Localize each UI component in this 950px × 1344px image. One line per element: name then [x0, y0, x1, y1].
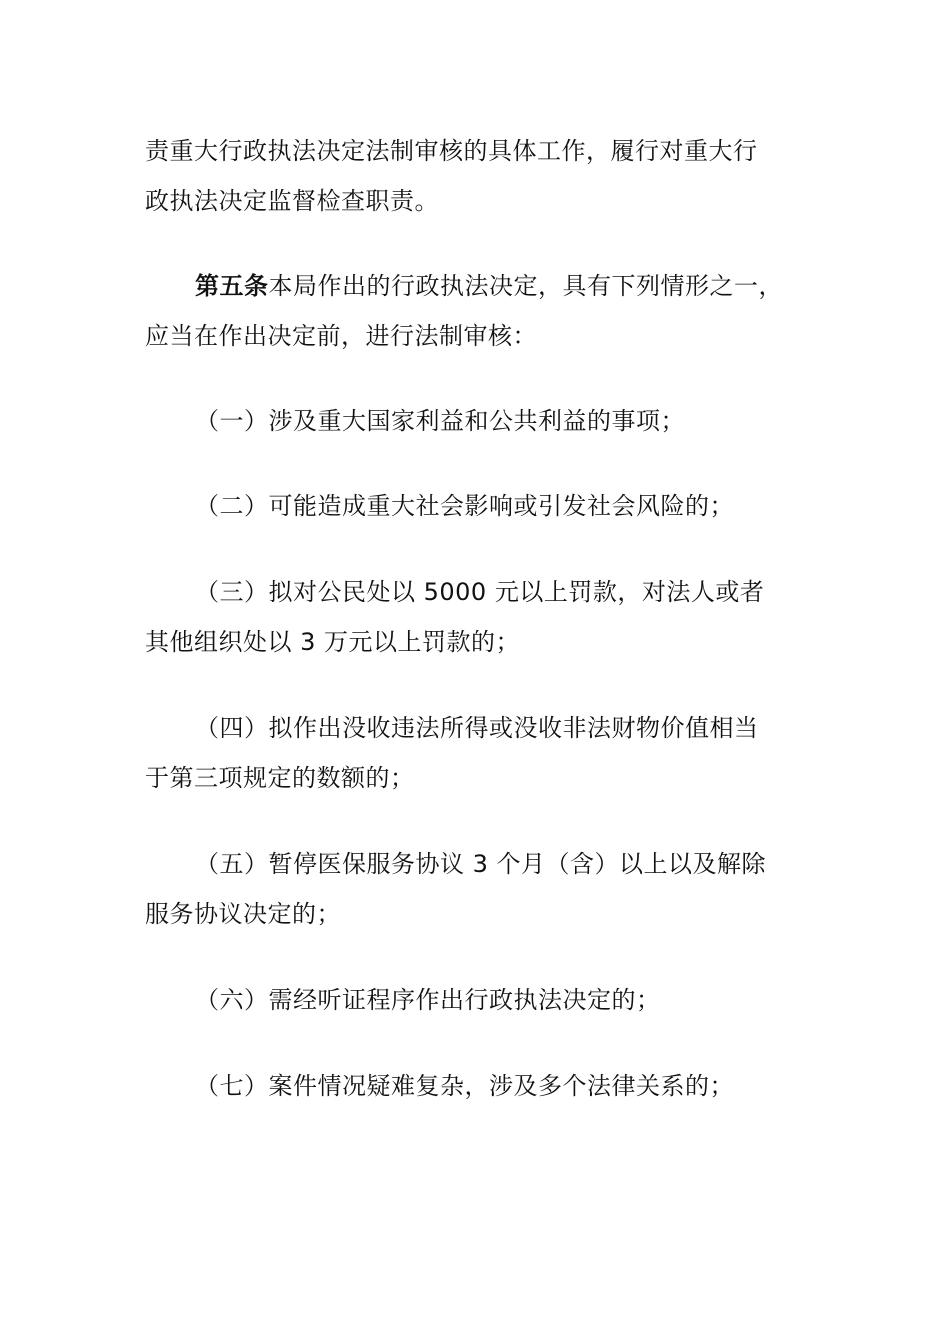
paragraph-line: 政执法决定监督检查职责。 — [145, 187, 439, 215]
list-item: （二）可能造成重大社会影响或引发社会风险的； — [195, 492, 734, 520]
article-first-line — [195, 270, 875, 302]
list-item: （五）暂停医保服务协议 3 个月（含）以上以及解除 — [195, 850, 767, 878]
article-text: 本局作出的行政执法决定，具有下列情形之一， — [268, 272, 783, 300]
list-item-continuation: 其他组织处以 3 万元以上罚款的； — [145, 628, 521, 656]
list-item-continuation: 服务协议决定的； — [145, 900, 341, 928]
list-item-continuation: 于第三项规定的数额的； — [145, 764, 415, 792]
list-item: （三）拟对公民处以 5000 元以上罚款，对法人或者 — [195, 578, 765, 606]
list-item: （一）涉及重大国家利益和公共利益的事项； — [195, 407, 685, 435]
list-item: （四）拟作出没收违法所得或没收非法财物价值相当 — [195, 714, 759, 742]
paragraph-line: 应当在作出决定前，进行法制审核： — [145, 322, 537, 350]
list-item: （七）案件情况疑难复杂，涉及多个法律关系的； — [195, 1072, 734, 1100]
article-heading: 第五条 — [195, 272, 269, 300]
paragraph-line: 责重大行政执法决定法制审核的具体工作，履行对重大行 — [145, 137, 758, 165]
list-item: （六）需经听证程序作出行政执法决定的； — [195, 986, 661, 1014]
